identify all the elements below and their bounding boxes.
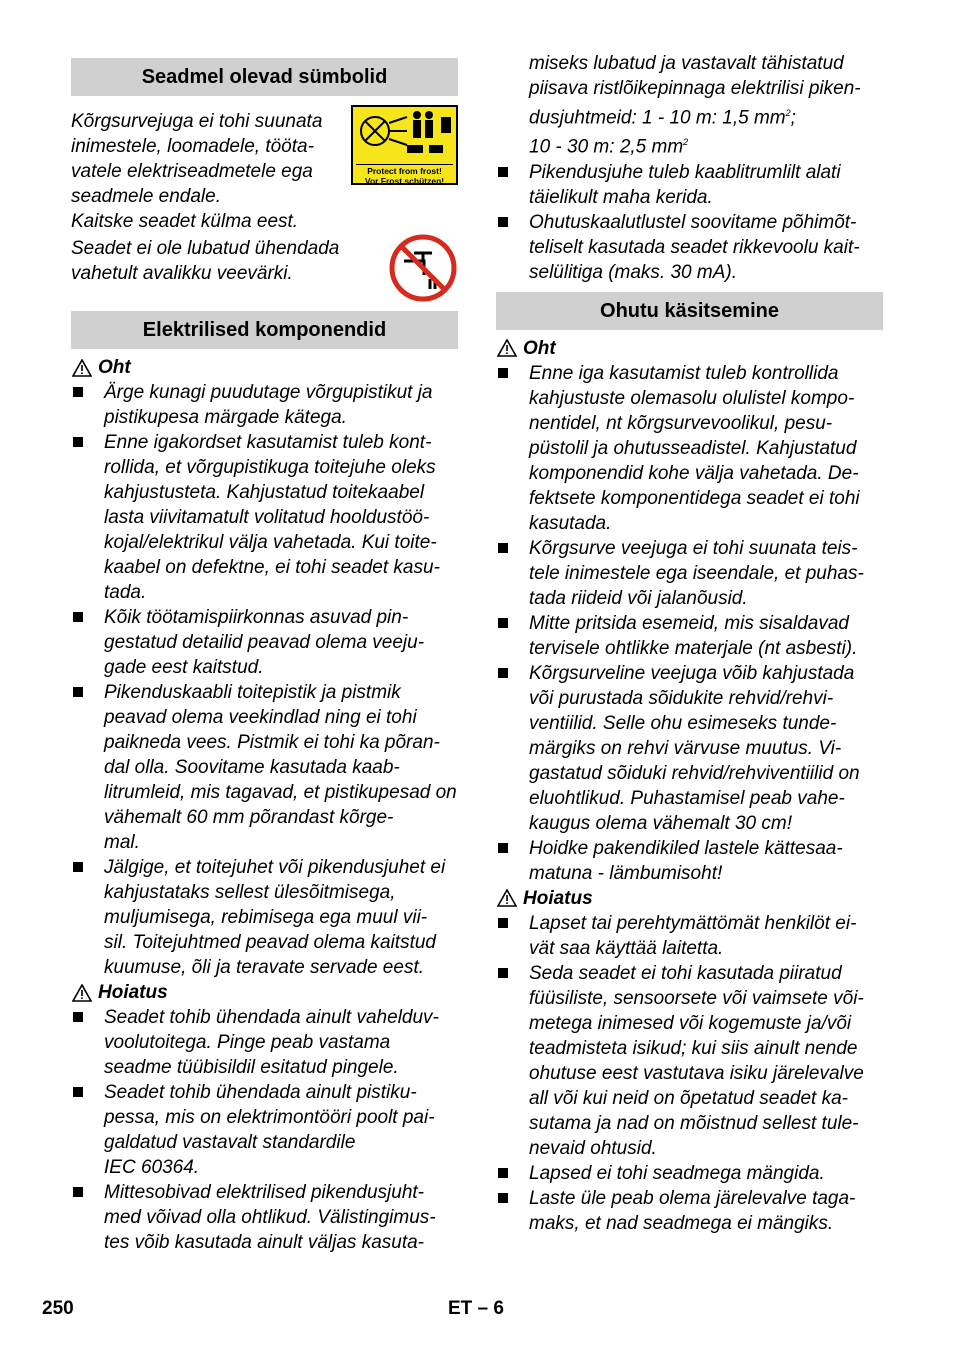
list-item: Jälgige, et toitejuhet või pikendusjuhet ei kahjustataks sellest ülesõitmisega, muljumisega, rebimisega ega muul vii- sil. Toitejuhtmed peavad olema kaitstud kuumuse, õli ja teravate servade eest. [71, 855, 458, 980]
list-item: Mittesobivad elektrilised pikendusjuht- med võivad olla ohtlikud. Välistingimus- tes võib kasutada ainult väljas kasuta- [71, 1180, 458, 1255]
page-number: 250 [42, 1298, 74, 1319]
continued-text: miseks lubatud ja vastavalt tähistatud piisava ristlõikepinnaga elektrilisi piken- dusjuhtmeid: 1 - 10 m: 1,5 $mm^2$; 10 - 30 m: 2,5 $mm^2$ [529, 53, 861, 158]
danger-list-electrical [71, 380, 458, 980]
section-title-electrical: Elektrilised komponendid [71, 311, 458, 349]
right-column [496, 51, 883, 1236]
list-item: Lapsed ei tohi seadmega mängida. [496, 1161, 883, 1186]
list-item: Ärge kunagi puudutage võrgupistikut ja pistikupesa märgade kätega. [71, 380, 458, 430]
no-spray-icon [353, 107, 456, 159]
frost-text: Kaitske seadet külma eest. [71, 211, 299, 232]
warning-heading: Hoiatus [71, 980, 458, 1005]
warning-triangle-icon [497, 339, 517, 357]
warning-triangle-icon [497, 889, 517, 907]
water-text: Seadet ei ole lubatud ühendada vahetult avalikku veevärki. [71, 238, 340, 284]
list-item: Pikenduskaabli toitepistik ja pistmik peavad olema veekindlad ning ei tohi paikneda vees. Pistmik ei tohi ka põran- dal olla. Soovitame kasutada kaab- litrumleid, mis tagavad, et pistikupesad on vähemalt 60 mm põrandast kõrge- mal. [71, 680, 458, 855]
list-item: Kõik töötamispiirkonnas asuvad pin- gestatud detailid peavad olema veeju- gade eest kaitstud. [71, 605, 458, 680]
list-item: Kõrgsurveline veejuga võib kahjustada või purustada sõidukite rehvid/rehvi- ventiilid. Selle ohu esimeseks tunde- märgiks on rehvi värvuse muutus. Vi- gastatud sõiduki rehvid/rehviventiilid on eluohtlikud. Puhastamisel peab vahe- kaugus olema vähemalt 30 cm! [496, 661, 883, 836]
danger-list-handling [496, 361, 883, 886]
extension-cable-list [496, 160, 883, 285]
section-title-safe-handling: Ohutu käsitsemine [496, 292, 883, 330]
list-item: Ohutuskaalutlustel soovitame põhimõt- teliselt kasutada seadet rikkevoolu kait- selülitiga (maks. 30 mA). [496, 210, 883, 285]
section-title-symbols: Seadmel olevad sümbolid [71, 58, 458, 96]
list-item: Enne igakordset kasutamist tuleb kont- rollida, et võrgupistikuga toitejuhe oleks kahjustusteta. Kahjustatud toitekaabel lasta viivitamatult volitatud hooldustöö- kojal/elektrikul välja vahetada. Kui toite- kaabel on defektne, ei tohi seadet kasu- tada. [71, 430, 458, 605]
frost-label: Protect from frost! Vor Frost schützen! [356, 164, 453, 186]
list-item: Seda seadet ei tohi kasutada piiratud füüsiliste, sensoorsete või vaimsete või- metega inimesed või kogemuste ja/või teadmisteta isikud; kui siis ainult nende ohutuse eest vastutava isiku järelevalve all või kui neid on õpetatud seadet ka- sutama ja nad on mõistnud sellest tule- nevaid ohtusid. [496, 961, 883, 1161]
list-item: Lapset tai perehtymättömät henkilöt ei- vät saa käyttää laitetta. [496, 911, 883, 961]
list-item: Hoidke pakendikiled lastele kättesaa- matuna - lämbumisoht! [496, 836, 883, 886]
water-supply-block [71, 236, 458, 301]
list-item: Kõrgsurve veejuga ei tohi suunata teis- tele inimestele ega iseendale, et puhas- tada riideid või jalanõusid. [496, 536, 883, 611]
danger-heading: Oht [71, 355, 458, 380]
warning-list-handling [496, 911, 883, 1236]
list-item: Mitte pritsida esemeid, mis sisaldavad tervisele ohtlikke materjale (nt asbesti). [496, 611, 883, 661]
list-item: Pikendusjuhe tuleb kaablitrumlilt alati täielikult maha kerida. [496, 160, 883, 210]
warning-list-electrical [71, 1005, 458, 1255]
warning-label-image [351, 105, 458, 185]
symbols-block [71, 109, 458, 232]
danger-heading: Oht [496, 336, 883, 361]
left-column [71, 50, 458, 1255]
list-item: Seadet tohib ühendada ainult pistiku- pessa, mis on elektrimontööri poolt pai- galdatud vastavalt standardile IEC 60364. [71, 1080, 458, 1180]
warning-triangle-icon [72, 359, 92, 377]
list-item: Laste üle peab olema järelevalve taga- maks, et nad seadmega ei mängiks. [496, 1186, 883, 1236]
list-item: Enne iga kasutamist tuleb kontrollida kahjustuste olemasolu olulistel kompo- nentidel, nt kõrgsurvevoolikul, pesu- püstolil ja ohutusseadistel. Kahjustatud komponendid kohe välja vahetada. De- fektsete komponentidega seadet ei tohi kasutada. [496, 361, 883, 536]
list-item: Seadet tohib ühendada ainult vahelduv- voolutoitega. Pinge peab vastama seadme tüübisildil esitatud pingele. [71, 1005, 458, 1080]
symbols-text: Kõrgsurvejuga ei tohi suunata inimestele, loomadele, tööta- vatele elektriseadmetele ega seadmele endale. Kaitske seadet külma eest. [71, 109, 458, 234]
language-page-label: ET – 6 [448, 1298, 504, 1319]
no-tap-connection-icon [388, 233, 458, 308]
warning-heading: Hoiatus [496, 886, 883, 911]
warning-triangle-icon [72, 984, 92, 1002]
